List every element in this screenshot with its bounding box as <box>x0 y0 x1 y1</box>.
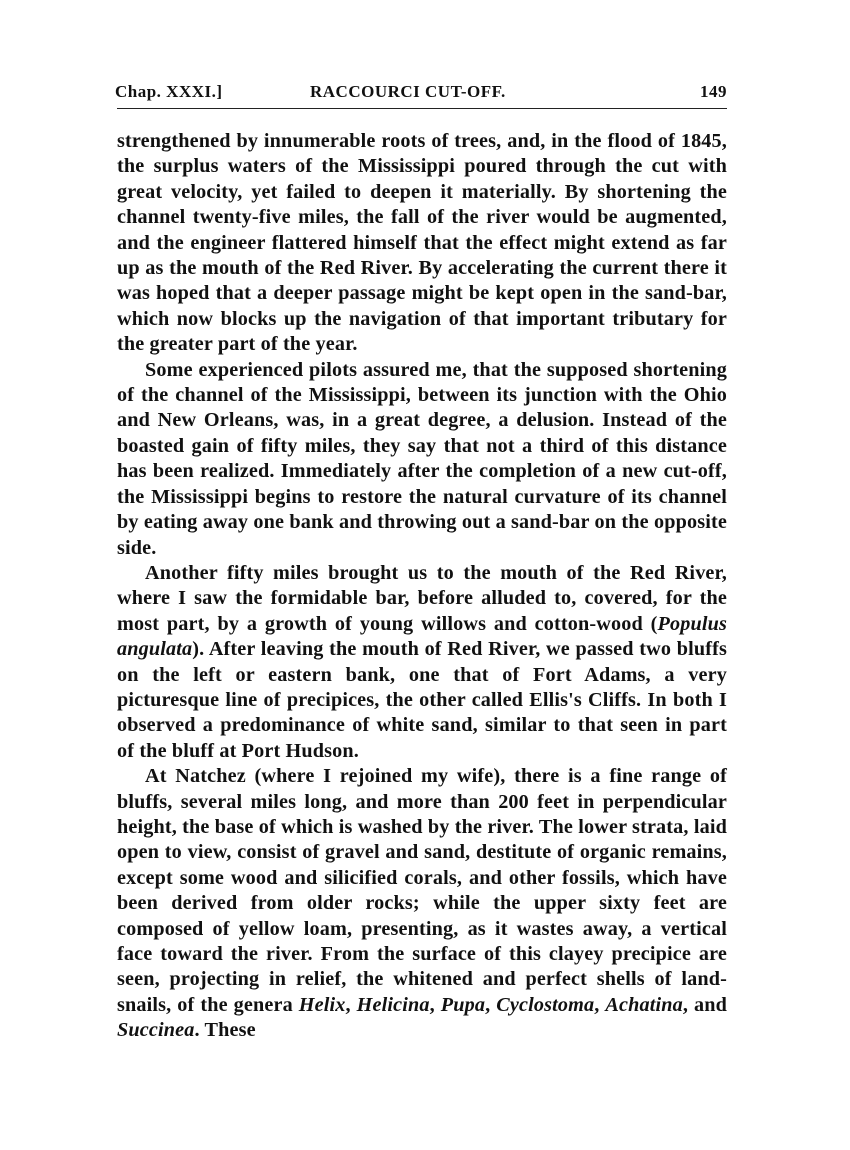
paragraph <box>117 129 727 358</box>
text-run: Some experienced pilots assured me, that the supposed shortening of the channel of the Mississippi, between its junction with the Ohio and New Orleans, was, in a great degree, a delusion. Instead of the boasted gain of fifty miles, they say that not a third of this distance has been realized. Immediately after the completion of a new cut-off, the Mississippi begins to restore the natural curvature of its channel by eating away one bank and throwing out a sand-bar on the opposite side. <box>117 358 727 559</box>
text-run: , <box>485 993 497 1016</box>
italic-term: Populus angulata <box>117 612 727 661</box>
paragraph <box>117 764 727 1043</box>
text-run: , <box>594 993 606 1016</box>
italic-term: Helix <box>298 993 346 1016</box>
italic-term: Cyclostoma <box>496 993 595 1016</box>
book-page <box>117 82 727 1044</box>
text-run: , and <box>682 993 727 1016</box>
text-run: strengthened by innumerable roots of trees, and, in the flood of 1845, the surplus waters of the Mississippi poured through the cut with great velocity, yet failed to deepen it materially. By shortening the channel twenty-five miles, the fall of the river would be augmented, and the engineer flattered himself that the effect might extend as far up as the mouth of the Red River. By accelerating the current there it was hoped that a deeper passage might be kept open in the sand-bar, which now blocks up the navigation of that important tributary for the greater part of the year. <box>117 130 727 356</box>
italic-term: Helicina <box>356 993 430 1016</box>
body-text <box>117 129 727 1044</box>
paragraph <box>117 561 727 764</box>
chapter-label: Chap. XXXI.] <box>115 82 223 101</box>
text-run: . These <box>194 1019 256 1042</box>
italic-term: Pupa <box>440 993 486 1016</box>
paragraph <box>117 358 727 561</box>
page-title: RACCOURCI CUT-OFF. <box>310 82 506 101</box>
text-run: , <box>429 993 441 1016</box>
text-run: Another fifty miles brought us to the mouth of the Red River, where I saw the formidable bar, before alluded to, covered, for the most part, by a growth of young willows and cotton-wood ( <box>117 561 727 635</box>
page-number: 149 <box>700 82 727 101</box>
italic-term: Succinea <box>117 1019 195 1042</box>
italic-term: Achatina <box>605 993 683 1016</box>
text-run: At Natchez (where I rejoined my wife), there is a fine range of bluffs, several miles long, and more than 200 feet in perpendicular height, the base of which is washed by the river. The lower strata, laid open to view, consist of gravel and sand, destitute of organic remains, except some wood and silicified corals, and other fossils, which have been derived from older rocks; while the upper sixty feet are composed of yellow loam, presenting, as it wastes away, a vertical face toward the river. From the surface of this clayey precipice are seen, projecting in relief, the whitened and perfect shells of land-snails, of the genera <box>117 765 727 1016</box>
running-header <box>117 82 727 109</box>
text-run: , <box>345 993 357 1016</box>
text-run: ). After leaving the mouth of Red River, we passed two bluffs on the left or eastern bank, one that of Fort Adams, a very picturesque line of precipices, the other called Ellis's Cliffs. In both I observed a predominance of white sand, similar to that seen in part of the bluff at Port Hudson. <box>117 638 727 762</box>
